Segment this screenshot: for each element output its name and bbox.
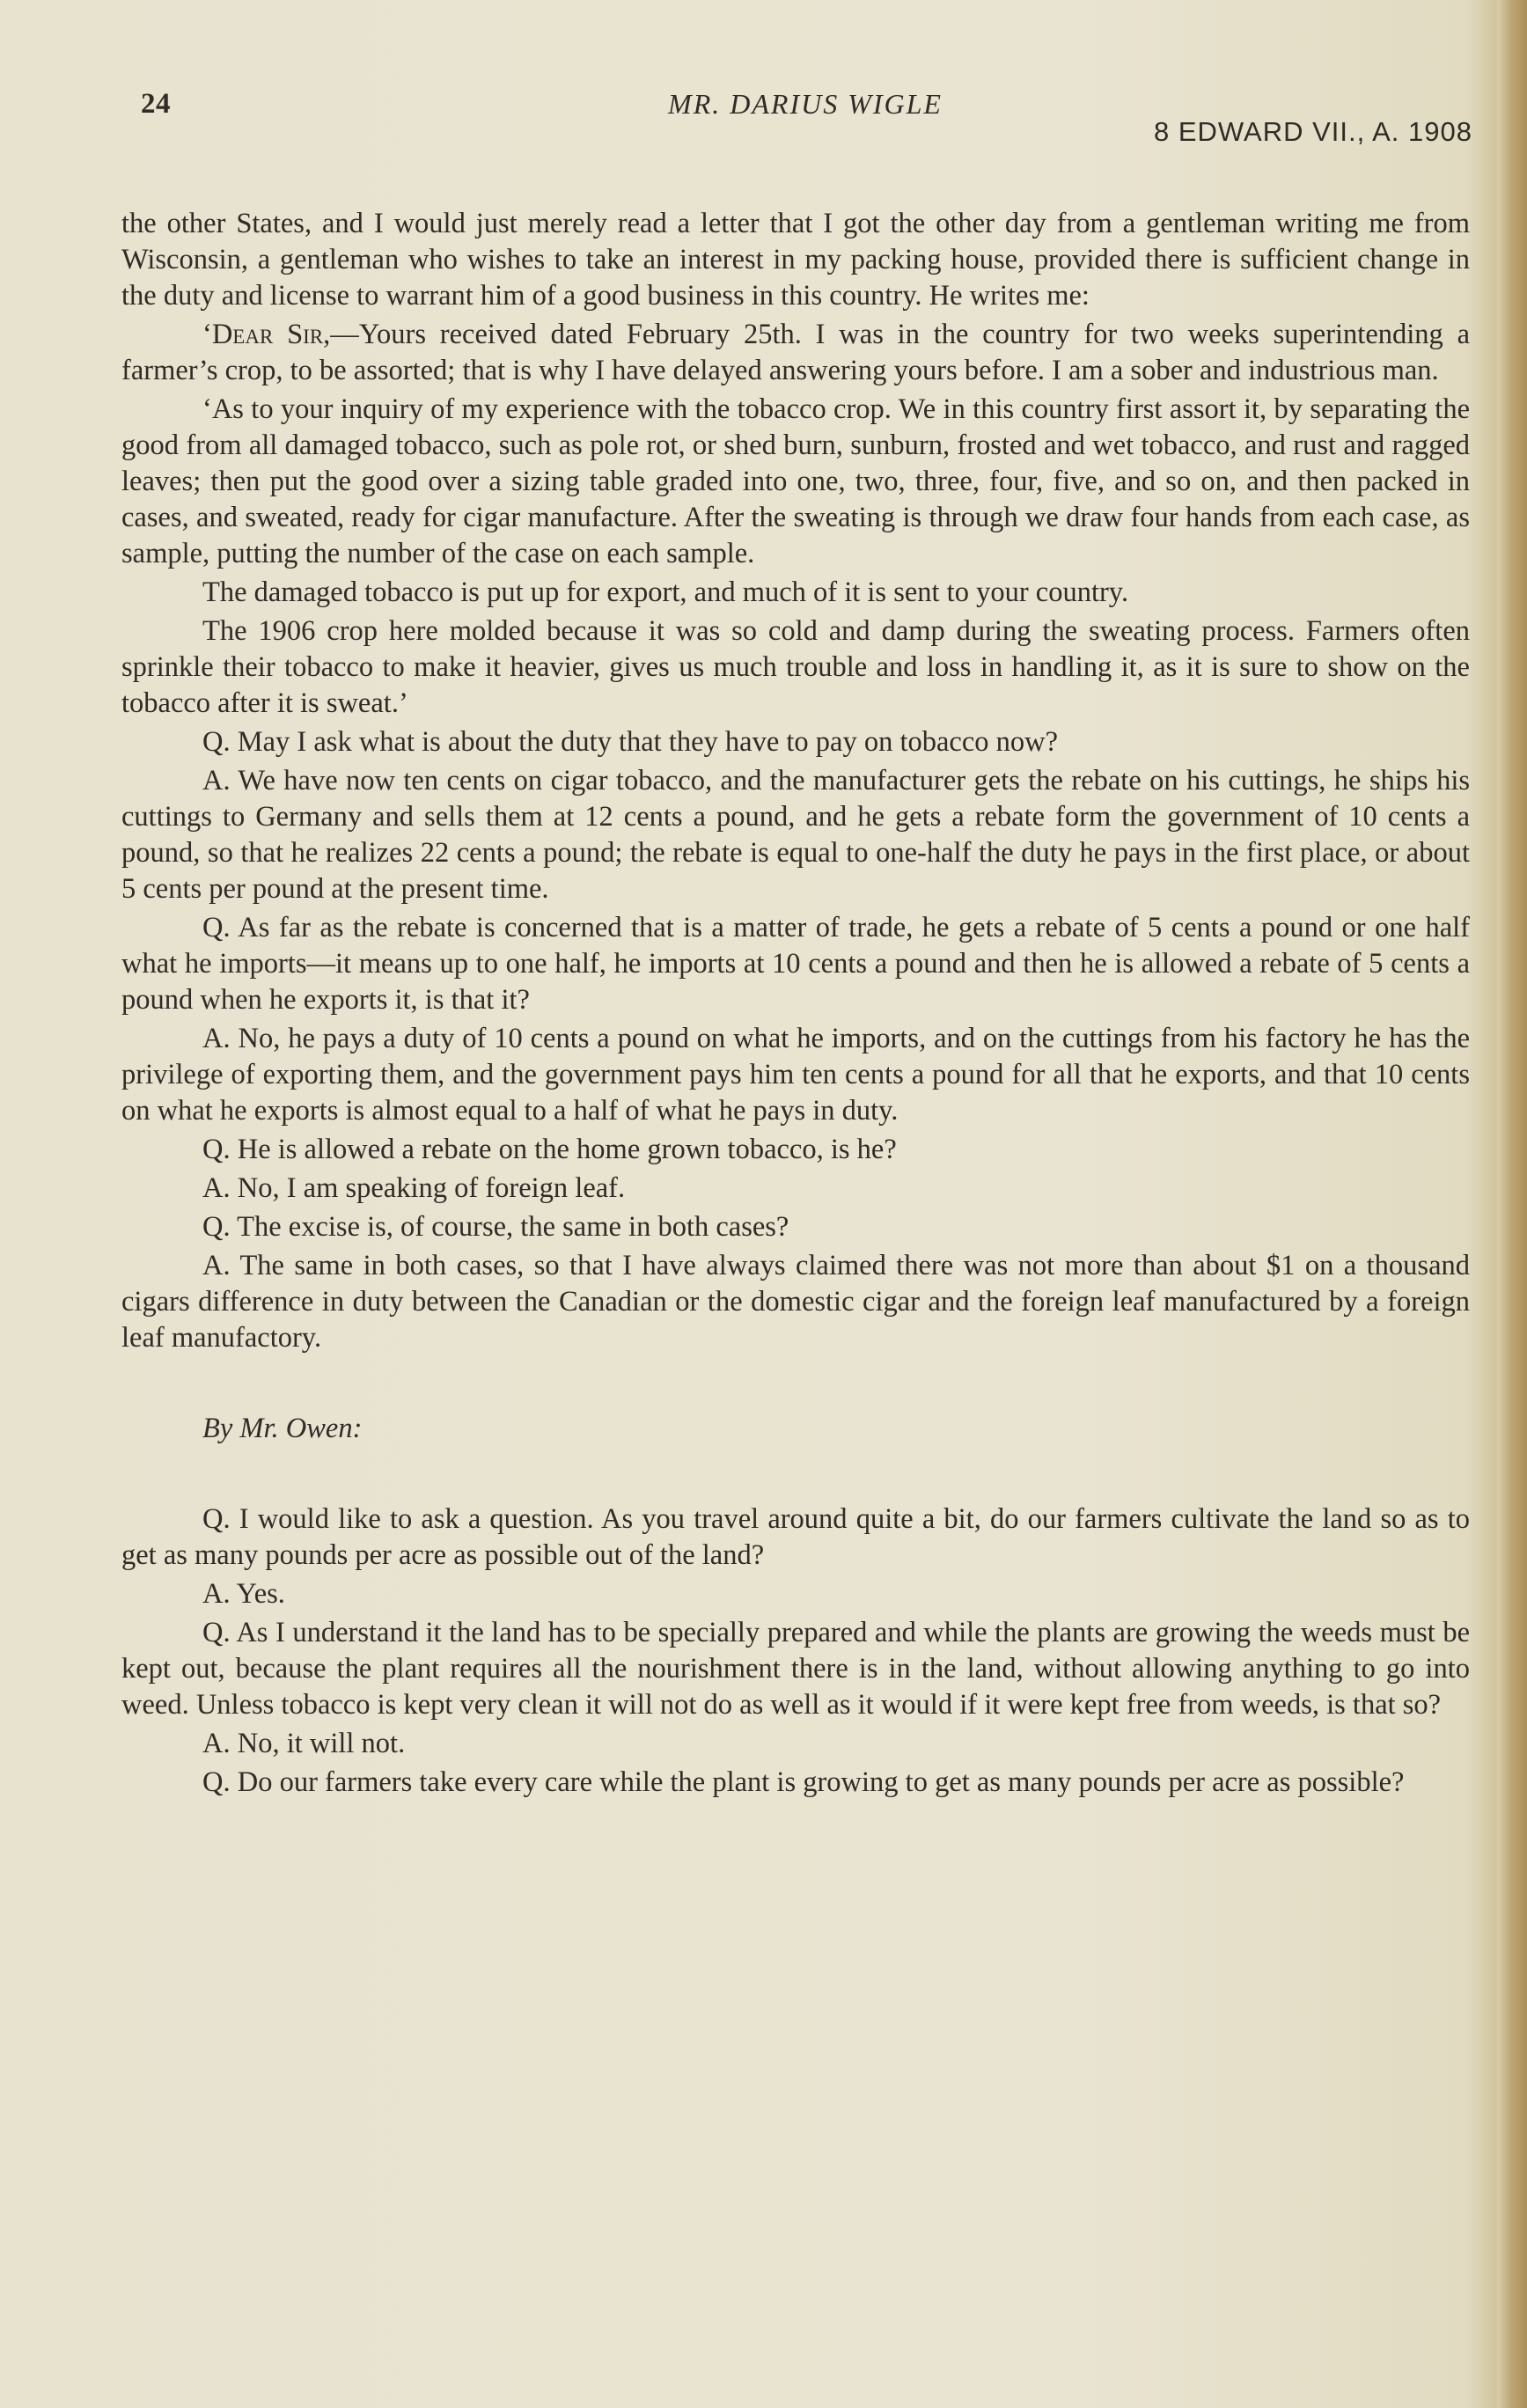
question: Q. May I ask what is about the duty that they have to pay on tobacco now? <box>202 726 1059 758</box>
question: Q. The excise is, of course, the same in both cases? <box>202 1211 789 1243</box>
question: Q. As far as the rebate is concerned that is a matter of trade, he gets a rebate of 5 cents a pound or one half what he imports—it means up to one half, he imports at 10 cents a pound and then he is allowed a rebate of 5 cents a pound when he exports it, is that it? <box>121 912 1470 1016</box>
answer: A. The same in both cases, so that I have always claimed there was not more than about $1 on a thousand cigars difference in duty between the Canadian or the domestic cigar and the foreign leaf manufactured by a foreign leaf manufactory. <box>121 1250 1470 1354</box>
paragraph: the other States, and I would just merely read a letter that I got the other day from a gentleman writing me from Wisconsin, a gentleman who wishes to take an interest in my packing house, provided there is sufficient change in the duty and license to warrant him of a good business in this country. He writes me: <box>121 208 1470 312</box>
book-spine-edge <box>1497 0 1527 2408</box>
body-text <box>121 206 1470 1803</box>
speaker-heading: By Mr. Owen: <box>202 1413 363 1444</box>
letter-paragraph: The 1906 crop here molded because it was so cold and damp during the sweating process. Farmers often sprinkle their tobacco to make it heavier, gives us much trouble and loss in handling it, as it is sure to show on the tobacco after it is sweat.’ <box>121 615 1470 719</box>
letter-text: Yours received dated February 25th. I was in the country for two weeks superintending a farmer’s crop, to be assorted; that is why I have delayed answering yours before. I am a sober and industrious man. <box>121 319 1471 386</box>
answer: A. We have now ten cents on cigar tobacco, and the manufacturer gets the rebate on his cuttings, he ships his cuttings to Germany and sells them at 12 cents a pound, and he gets a rebate form the government of 10 cents a pound, so that he realizes 22 cents a pound; the rebate is equal to one-half the duty he pays in the first place, or about 5 cents per pound at the present time. <box>121 765 1470 905</box>
answer: A. No, he pays a duty of 10 cents a pound on what he imports, and on the cuttings from his factory he has the privilege of exporting them, and the government pays him ten cents a pound for all that he exports, and that 10 cents on what he exports is almost equal to a half of what he pays in duty. <box>121 1023 1470 1127</box>
letter-paragraph: ‘As to your inquiry of my experience with the tobacco crop. We in this country first assort it, by separating the good from all damaged tobacco, such as pole rot, or shed burn, sunburn, frosted and wet tobacco, and rust and ragged leaves; then put the good over a sizing table graded into one, two, three, four, five, and so on, and then packed in cases, and sweated, ready for cigar manufacture. After the sweating is through we draw four hands from each case, as sample, putting the number of the case on each sample. <box>121 393 1470 569</box>
letter-salutation: ‘Dear Sir,— <box>202 319 359 350</box>
answer: A. No, it will not. <box>202 1728 406 1759</box>
letter-paragraph: The damaged tobacco is put up for export, and much of it is sent to your country. <box>202 576 1129 608</box>
letter-paragraph <box>121 317 1470 389</box>
question: Q. As I understand it the land has to be specially prepared and while the plants are growing the weeds must be kept out, because the plant requires all the nourishment there is in the land, without allowing anything to go into weed. Unless tobacco is kept very clean it will not do as well as it would if it were kept free from weeds, is that so? <box>121 1617 1470 1721</box>
session-label: 8 EDWARD VII., A. 1908 <box>1154 116 1472 147</box>
question: Q. He is allowed a rebate on the home grown tobacco, is he? <box>202 1134 897 1165</box>
question: Q. Do our farmers take every care while the plant is growing to get as many pounds per acre as possible? <box>202 1766 1405 1798</box>
answer: A. No, I am speaking of foreign leaf. <box>202 1172 626 1204</box>
answer: A. Yes. <box>202 1578 285 1610</box>
question: Q. I would like to ask a question. As you travel around quite a bit, do our farmers cultivate the land so as to get as many pounds per acre as possible out of the land? <box>121 1503 1470 1571</box>
page-number: 24 <box>141 88 171 120</box>
running-title: MR. DARIUS WIGLE <box>668 88 943 120</box>
